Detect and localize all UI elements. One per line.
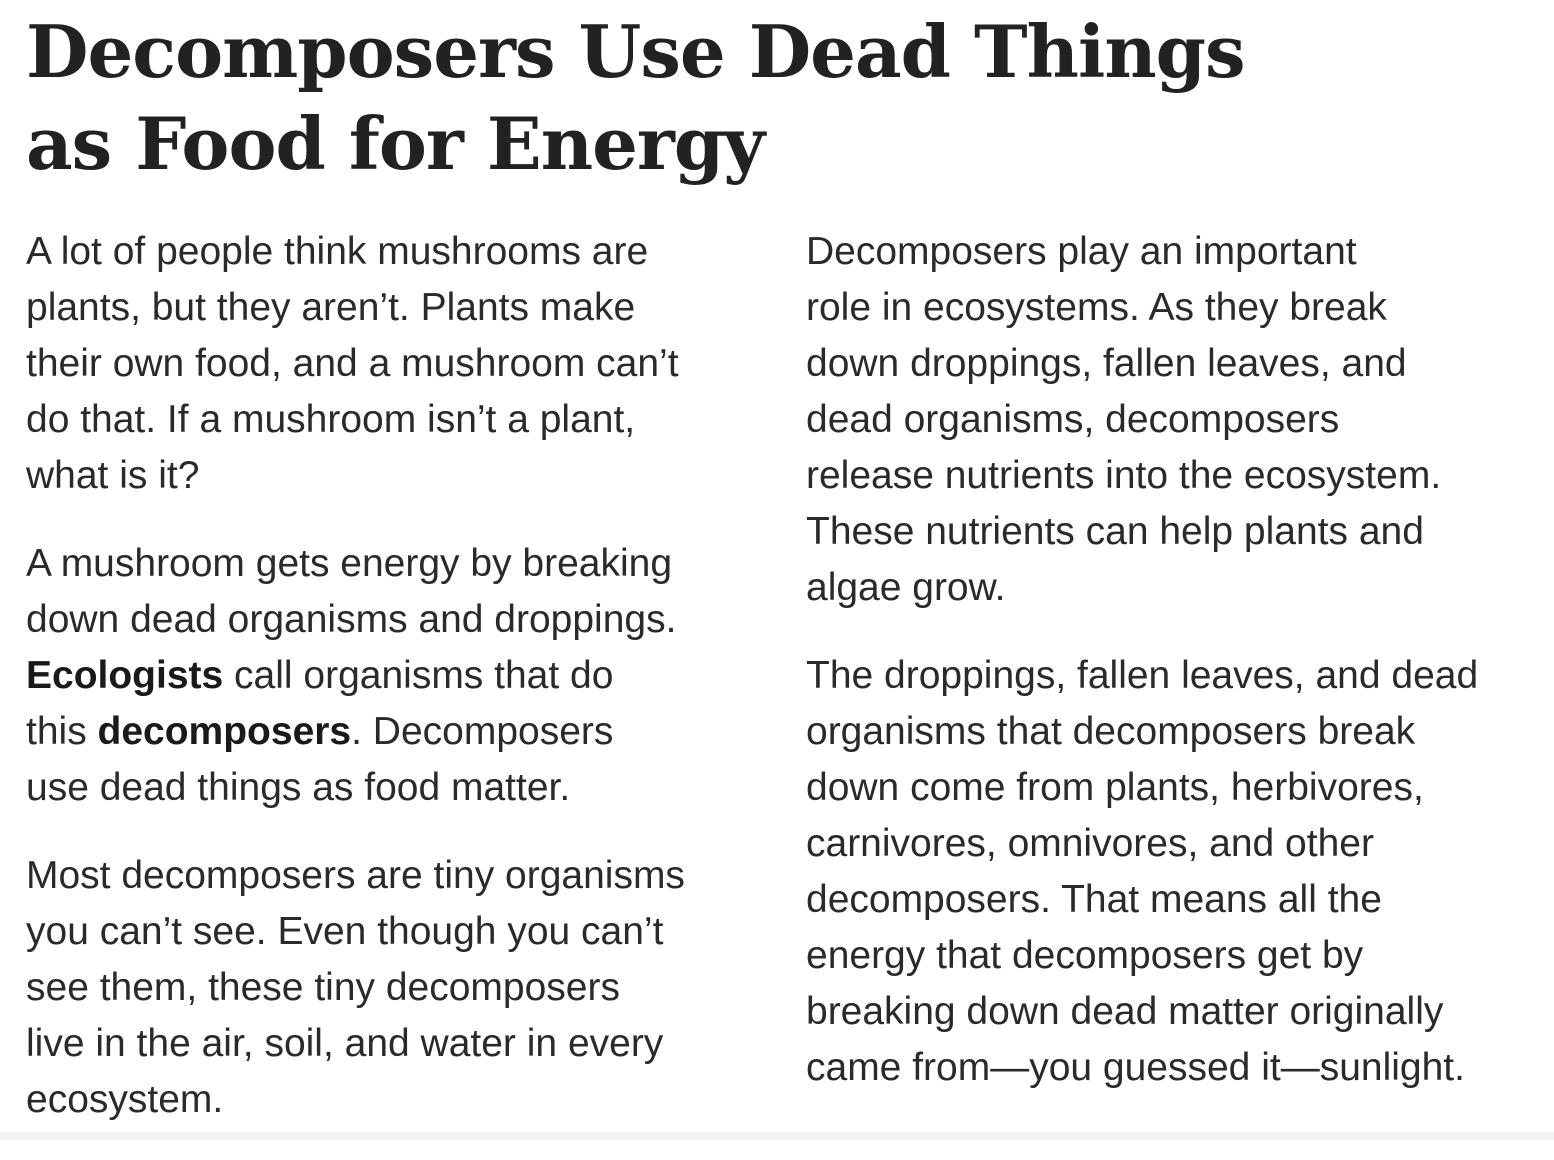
right-column [806, 224, 1546, 1128]
title-line-2: as Food for Energy [26, 101, 765, 186]
text-line: do that. If a mushroom isn’t a plant, [26, 398, 636, 441]
paragraph-energy-from-sunlight [806, 648, 1546, 1096]
left-column [26, 224, 766, 1160]
text-line: their own food, and a mushroom can’t [26, 342, 679, 385]
term-decomposers: decomposers [97, 710, 352, 753]
paragraph-decomposers-definition [26, 536, 766, 816]
text-line: you can’t see. Even though you can’t [26, 910, 664, 953]
paragraph-tiny-decomposers [26, 848, 766, 1128]
page-bottom-edge [0, 1132, 1554, 1140]
text-fragment: call organisms that do [223, 654, 614, 697]
text-line: Decomposers play an important [806, 230, 1357, 273]
text-line: came from—you guessed it—sunlight. [806, 1046, 1465, 1089]
text-line [26, 704, 766, 760]
text-line [26, 648, 766, 704]
text-fragment: . Decomposers [351, 710, 614, 753]
text-line: dead organisms, decomposers [806, 398, 1340, 441]
text-fragment: this [26, 710, 98, 753]
text-line: algae grow. [806, 566, 1006, 609]
text-line: down droppings, fallen leaves, and [806, 342, 1407, 385]
title-line-1: Decomposers Use Dead Things [26, 9, 1245, 94]
text-line: A mushroom gets energy by breaking [26, 542, 673, 585]
text-line: carnivores, omnivores, and other [806, 822, 1374, 865]
paragraph-mushrooms-not-plants [26, 224, 766, 504]
text-line: ecosystem. [26, 1078, 224, 1121]
text-line: down come from plants, herbivores, [806, 766, 1424, 809]
text-line: role in ecosystems. As they break [806, 286, 1387, 329]
text-line: what is it? [26, 454, 200, 497]
text-line: plants, but they aren’t. Plants make [26, 286, 636, 329]
text-line: use dead things as food matter. [26, 766, 571, 809]
page-title [26, 6, 1526, 190]
term-ecologists: Ecologists [26, 654, 224, 697]
paragraph-role-in-ecosystems [806, 224, 1546, 616]
text-line: organisms that decomposers break [806, 710, 1416, 753]
text-line: live in the air, soil, and water in every [26, 1022, 664, 1065]
text-line: The droppings, fallen leaves, and dead [806, 654, 1479, 697]
text-line: These nutrients can help plants and [806, 510, 1424, 553]
text-line: breaking down dead matter originally [806, 990, 1444, 1033]
text-line: down dead organisms and droppings. [26, 598, 677, 641]
text-line: Most decomposers are tiny organisms [26, 854, 685, 897]
text-line: energy that decomposers get by [806, 934, 1364, 977]
text-line: decomposers. That means all the [806, 878, 1382, 921]
text-line: see them, these tiny decomposers [26, 966, 620, 1009]
text-line: A lot of people think mushrooms are [26, 230, 649, 273]
text-line: release nutrients into the ecosystem. [806, 454, 1442, 497]
